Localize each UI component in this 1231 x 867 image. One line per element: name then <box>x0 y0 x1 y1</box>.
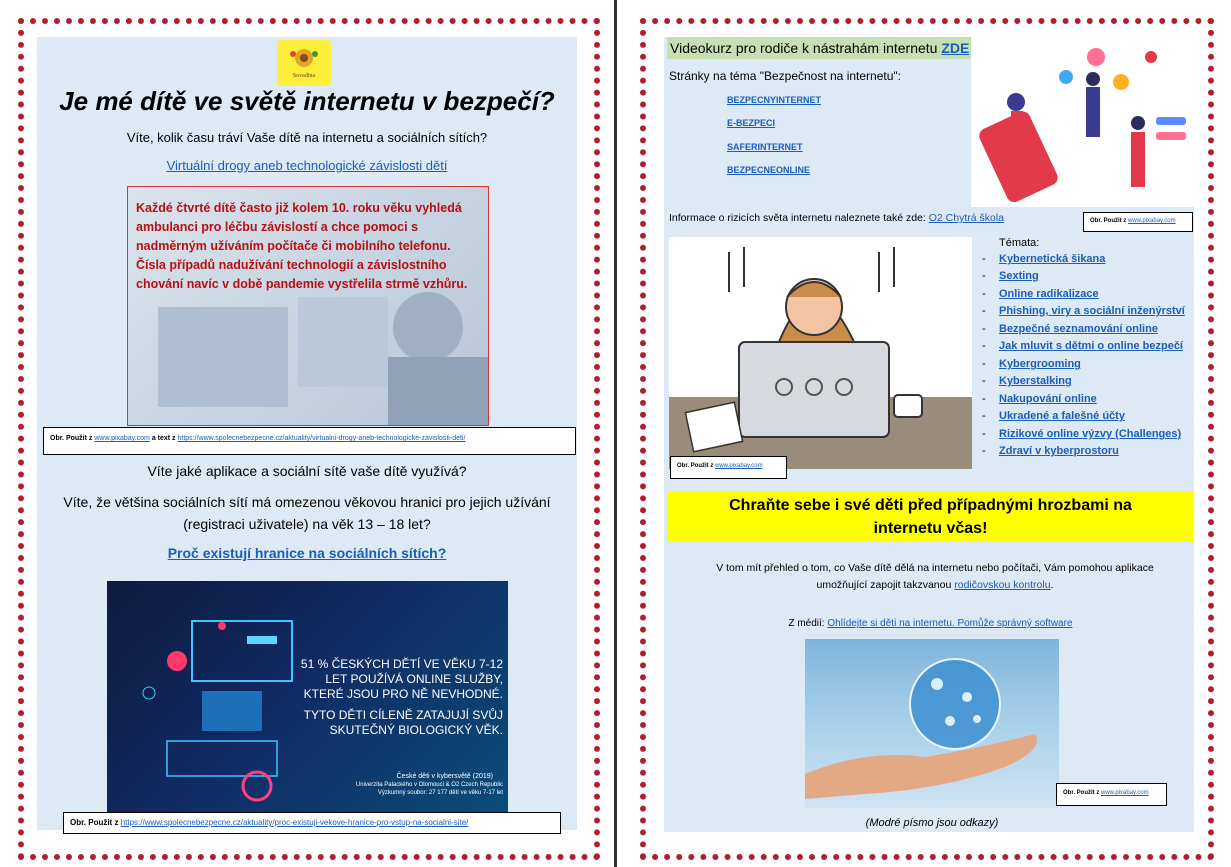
banner-statistic-1: 51 % ČESKÝCH DĚTÍ VE VĚKU 7-12 LET POUŽÍVÁ ONLINE SLUŽBY, KTERÉ JSOU PRO NĚ NEVHODNÉ. <box>300 657 503 701</box>
link-age-limits-wrap <box>37 545 577 561</box>
social-media-illustration <box>971 37 1194 207</box>
site-link-2-wrap <box>727 142 803 152</box>
topic-bullet: - <box>982 410 986 422</box>
topic-bullet: - <box>982 375 986 387</box>
link-virtual-drugs-wrap <box>37 158 577 173</box>
topic-cyberstalking-link[interactable]: Kyberstalking <box>999 375 1072 387</box>
media-line <box>667 618 1194 629</box>
links-footnote: (Modré písmo jsou odkazy) <box>865 817 999 829</box>
topic-item-wrap <box>999 410 1125 422</box>
logo-text: Sovadina <box>292 73 316 79</box>
image-credit-mid <box>670 456 787 479</box>
site-link-e-bezpeci[interactable]: E-BEZPECI <box>727 118 776 128</box>
credit-bottom-prefix: Obr. Použit z <box>1063 790 1100 796</box>
topic-health-link[interactable]: Zdraví v kyberprostoru <box>999 445 1119 457</box>
site-link-1-wrap <box>727 118 775 128</box>
link-age-limits[interactable]: Proč existují hranice na sociálních sítích? <box>167 545 447 561</box>
credit-2-article-link[interactable]: https://www.spolecnebezpecne.cz/aktuality/proc-existuji-vekove-hranice-pro-vstup-na-socialni-site/ <box>120 818 469 827</box>
topic-item-wrap <box>999 445 1119 457</box>
topics-heading: Témata: <box>999 237 1040 249</box>
credit-top-link[interactable]: www.pixabay.com <box>1128 218 1176 224</box>
topic-item-wrap <box>999 305 1185 317</box>
credit-2-prefix: Obr. Použit z <box>70 818 119 827</box>
question-time-online: Víte, kolik času tráví Vaše dítě na internetu a sociálních sítích? <box>126 130 488 145</box>
topic-item-wrap <box>999 253 1105 265</box>
credit-1-prefix: Obr. Použit z <box>50 435 93 442</box>
topic-item-wrap <box>999 323 1158 335</box>
topic-bullet: - <box>982 340 986 352</box>
parental-control-paragraph <box>690 560 1180 594</box>
people-with-phone-illustration <box>971 37 1194 207</box>
topic-bullet: - <box>982 445 986 457</box>
parental-control-link[interactable]: rodičovskou kontrolu <box>954 579 1051 591</box>
survey-banner-image <box>107 581 508 815</box>
banner-source-title: České děti v kybersvětě (2019) <box>396 773 493 780</box>
image-credit-2 <box>63 812 561 834</box>
credit-1-mid: a text z <box>151 435 176 442</box>
image-credit-bottom <box>1056 783 1167 806</box>
topic-bullet: - <box>982 270 986 282</box>
site-link-saferinternet[interactable]: SAFERINTERNET <box>727 142 803 152</box>
addiction-statistic-text: Každé čtvrté dítě často již kolem 10. roku věku vyhledá ambulanci pro léčbu závislostí a chce pomoci s nadměrným užíváním počítače či mobilního telefonu. Čísla případů nadužívání technologií a závislostního chování navíc v době pandemie vystřelila strmě vzhůru. <box>136 201 468 291</box>
credit-mid-link[interactable]: www.pixabay.com <box>715 463 763 469</box>
topic-phishing-link[interactable]: Phishing, viry a sociální inženýrství <box>999 305 1185 317</box>
school-logo <box>277 40 331 86</box>
media-software-link[interactable]: Ohlídejte si děti na internetu. Pomůže správný software <box>827 618 1073 629</box>
child-covering-face-illustration <box>669 237 972 469</box>
stressed-child-illustration <box>669 237 972 469</box>
credit-1-pixabay-link[interactable]: www.pixabay.com <box>94 435 150 442</box>
topic-shopping-link[interactable]: Nakupování online <box>999 393 1097 405</box>
addiction-image <box>127 186 489 426</box>
credit-1-article-link[interactable]: https://www.spolecnebezpecne.cz/aktuality/virtualni-drogy-aneb-technologicke-zavislosti-deti/ <box>177 435 466 442</box>
credit-top-prefix: Obr. Použit z <box>1090 218 1127 224</box>
topic-item-wrap <box>999 375 1072 387</box>
topic-bullet: - <box>982 358 986 370</box>
topic-safe-dating-link[interactable]: Bezpečné seznamování online <box>999 323 1158 335</box>
topic-sexting-link[interactable]: Sexting <box>999 270 1039 282</box>
banner-source-line1: Univerzita Palackého v Olomouci & O2 Czech Republic <box>355 782 503 788</box>
topic-bullet: - <box>982 393 986 405</box>
topic-cyberbullying-link[interactable]: Kybernetická šikana <box>999 253 1106 265</box>
parental-end: . <box>1050 579 1054 591</box>
topic-fake-accounts-link[interactable]: Ukradené a falešné účty <box>999 410 1125 422</box>
topic-item-wrap <box>999 288 1099 300</box>
site-link-0-wrap <box>727 95 821 105</box>
topic-bullet: - <box>982 323 986 335</box>
banner-statistic-2: TYTO DĚTI CÍLENĚ ZATAJUJÍ SVŮJ SKUTEČNÝ BIOLOGICKÝ VĚK. <box>303 708 503 737</box>
question-age-limit: Víte, že většina sociálních sítí má omezenou věkovou hranici pro jejich užívání (registraci uživatele) na věk 13 – 18 let? <box>63 494 551 532</box>
globe-hand-illustration <box>805 639 1059 808</box>
image-credit-1 <box>43 427 576 455</box>
globe-in-hand-image <box>805 639 1059 808</box>
topic-radicalization-link[interactable]: Online radikalizace <box>999 288 1099 300</box>
video-course-link[interactable]: ZDE <box>941 40 970 56</box>
topic-item-wrap <box>999 358 1081 370</box>
topic-item-wrap <box>999 340 1183 352</box>
video-course-banner <box>667 37 1009 59</box>
topic-bullet: - <box>982 428 986 440</box>
topic-item-wrap <box>999 428 1181 440</box>
topic-cybergrooming-link[interactable]: Kybergrooming <box>999 358 1081 370</box>
parental-text: V tom mít přehled o tom, co Vaše dítě dělá na internetu nebo počítači, Vám pomohou aplikace umožňující zapojit takzvanou <box>716 562 1154 591</box>
site-link-bezpecneonline[interactable]: BEZPECNEONLINE <box>727 165 811 175</box>
credit-mid-prefix: Obr. Použit z <box>677 463 714 469</box>
topic-item-wrap <box>999 393 1097 405</box>
credit-bottom-link[interactable]: www.pixabay.com <box>1101 790 1149 796</box>
site-link-bezpecnyinternet[interactable]: BEZPECNYINTERNET <box>727 95 822 105</box>
image-credit-top <box>1083 212 1193 232</box>
link-virtual-drugs[interactable]: Virtuální drogy aneb technologické závislosti dětí <box>166 158 448 173</box>
info-text: Informace o rizicích světa internetu naleznete také zde: <box>669 212 926 224</box>
sunflower-icon <box>277 40 331 86</box>
topic-bullet: - <box>982 253 986 265</box>
video-course-heading: Videokurz pro rodiče k nástrahám internetu <box>670 40 938 56</box>
site-link-3-wrap <box>727 165 810 175</box>
media-prefix: Z médií: <box>788 618 825 629</box>
info-line <box>669 212 1004 224</box>
topic-bullet: - <box>982 288 986 300</box>
question-apps: Víte jaké aplikace a sociální sítě vaše dítě využívá? <box>147 463 467 479</box>
pages-heading: Stránky na téma "Bezpečnost na internetu": <box>669 69 901 83</box>
info-o2-link[interactable]: O2 Chytrá škola <box>928 212 1005 224</box>
topic-bullet: - <box>982 305 986 317</box>
protect-callout: Chraňte sebe i své děti před případnými hrozbami na internetu včas! <box>667 491 1194 542</box>
topic-challenges-link[interactable]: Rizikové online výzvy (Challenges) <box>999 428 1182 440</box>
banner-source-line2: Výzkumný soubor: 27 177 dětí ve věku 7-17 let <box>377 790 503 796</box>
page-title: Je mé dítě ve světě internetu v bezpečí? <box>59 86 555 116</box>
topic-talking-link[interactable]: Jak mluvit s dětmi o online bezpečí <box>999 340 1183 352</box>
topic-item-wrap <box>999 270 1039 282</box>
